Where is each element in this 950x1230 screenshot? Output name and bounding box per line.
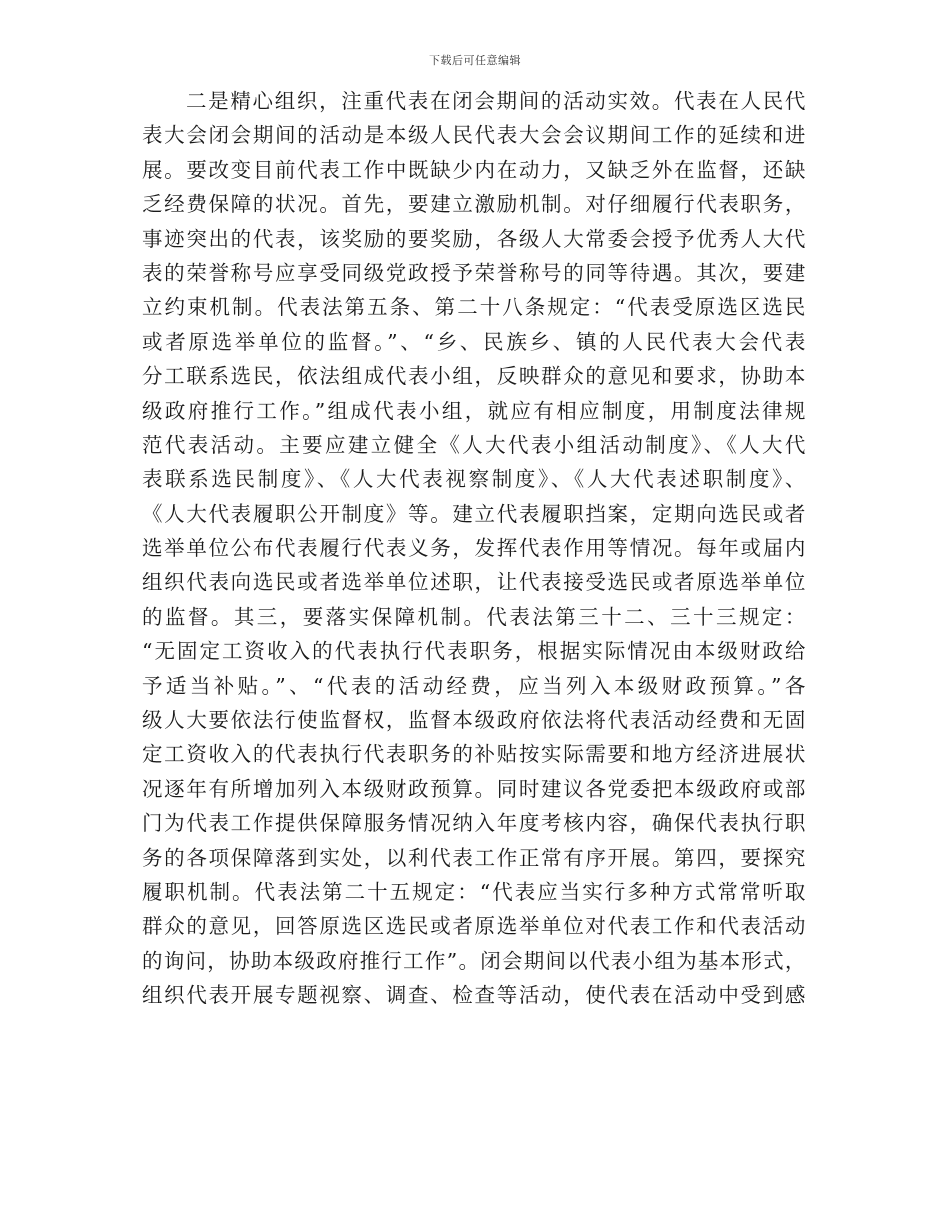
paragraph-line: 或者原选举单位的监督。”、“乡、民族乡、镇的人民代表大会代表 [142, 329, 806, 354]
paragraph-line: 表联系选民制度》、《人大代表视察制度》、《人大代表述职制度》、 [142, 467, 806, 492]
paragraph-line: 立约束机制。代表法第五条、第二十八条规定：“代表受原选区选民 [142, 295, 806, 320]
paragraph-line: 《人大代表履职公开制度》等。建立代表履职挡案，定期向选民或者 [142, 501, 806, 526]
paragraph-line: “无固定工资收入的代表执行代表职务，根据实际情况由本级财政给 [142, 639, 806, 664]
paragraph-line: 表的荣誉称号应享受同级党政授予荣誉称号的同等待遇。其次，要建 [142, 260, 806, 285]
paragraph-line: 级人大要依法行使监督权，监督本级政府依法将代表活动经费和无固 [142, 708, 806, 733]
paragraph-line: 的询问，协助本级政府推行工作”。闭会期间以代表小组为基本形式， [142, 948, 806, 973]
paragraph-line: 门为代表工作提供保障服务情况纳入年度考核内容，确保代表执行职 [142, 811, 806, 836]
paragraph-line: 群众的意见，回答原选区选民或者原选举单位对代表工作和代表活动 [142, 914, 806, 939]
paragraph-line: 展。要改变目前代表工作中既缺少内在动力，又缺乏外在监督，还缺 [142, 157, 806, 182]
paragraph-line: 履职机制。代表法第二十五规定：“代表应当实行多种方式常常听取 [142, 879, 806, 904]
paragraph-line: 的监督。其三，要落实保障机制。代表法第三十二、三十三规定： [142, 604, 806, 629]
paragraph-line: 乏经费保障的状况。首先，要建立激励机制。对仔细履行代表职务， [142, 192, 806, 217]
body-paragraph [142, 84, 806, 1013]
paragraph-line: 事迹突出的代表，该奖励的要奖励，各级人大常委会授予优秀人大代 [142, 226, 806, 251]
paragraph-line: 组织代表开展专题视察、调查、检查等活动，使代表在活动中受到感 [142, 983, 806, 1008]
paragraph-line: 二是精心组织，注重代表在闭会期间的活动实效。代表在人民代 [186, 89, 806, 113]
paragraph-line: 予适当补贴。”、“代表的活动经费，应当列入本级财政预算。”各 [142, 673, 806, 698]
page-header-note: 下载后可任意编辑 [429, 54, 521, 67]
paragraph-line: 表大会闭会期间的活动是本级人民代表大会会议期间工作的延续和进 [142, 123, 806, 148]
paragraph-line: 选举单位公布代表履行代表义务，发挥代表作用等情况。每年或届内 [142, 536, 806, 561]
paragraph-line: 务的各项保障落到实处，以利代表工作正常有序开展。第四，要探究 [142, 845, 806, 870]
paragraph-line: 分工联系选民，依法组成代表小组，反映群众的意见和要求，协助本 [142, 364, 806, 389]
paragraph-line: 范代表活动。主要应建立健全《人大代表小组活动制度》、《人大代 [142, 432, 806, 457]
paragraph-line: 级政府推行工作。”组成代表小组，就应有相应制度，用制度法律规 [142, 398, 806, 423]
paragraph-line: 定工资收入的代表执行代表职务的补贴按实际需要和地方经济进展状 [142, 742, 806, 767]
paragraph-line: 组织代表向选民或者选举单位述职，让代表接受选民或者原选举单位 [142, 570, 806, 595]
paragraph-line: 况逐年有所增加列入本级财政预算。同时建议各党委把本级政府或部 [142, 776, 806, 801]
